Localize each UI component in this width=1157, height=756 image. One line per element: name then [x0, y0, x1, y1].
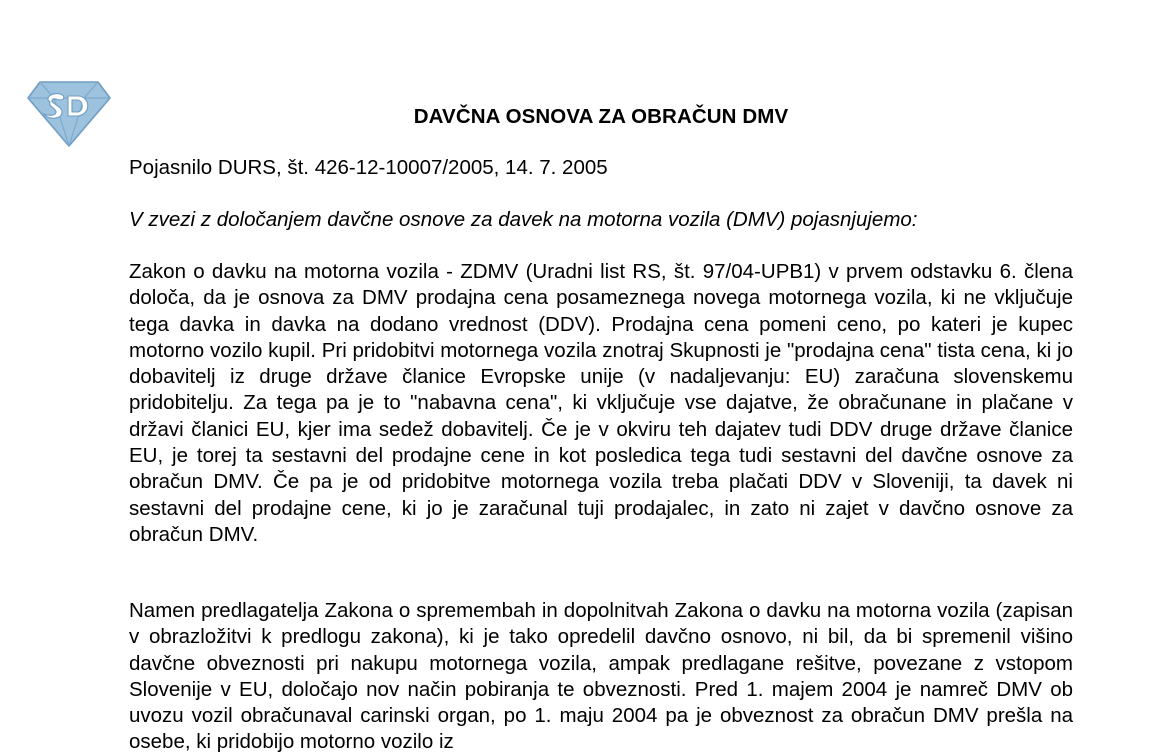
paragraph: Namen predlagatelja Zakona o spremembah in dopolnitvah Zakona o davku na motorna vozila (zapisan v obrazložitvi k predlogu zakona), ki je tako opredelil davčno osnovo, ni bil, da bi spremenil višino davčne obveznosti pri nakupu motornega vozila, ampak predlagane rešitve, povezane z vstopom Slovenije v EU, določajo nov način pobiranja te obveznosti. Pred 1. majem 2004 je namreč DMV ob uvozu vozil obračunaval carinski organ, po 1. maju 2004 pa je obveznost za obračun DMV prešla na osebe, ki pridobijo motorno vozilo iz: [129, 599, 1073, 754]
document-title: DAVČNA OSNOVA ZA OBRAČUN DMV: [413, 105, 789, 128]
paragraph: Zakon o davku na motorna vozila - ZDMV (Uradni list RS, št. 97/04-UPB1) v prvem odstavku 6. člena določa, da je osnova za DMV prodajna cena posameznega novega motornega vozila, ki ne vključuje tega davka in davka na dodano vrednost (DDV). Prodajna cena pomeni ceno, po kateri je kupec motorno vozilo kupil. Pri pridobitvi motornega vozila znotraj Skupnosti je "prodajna cena" tista cena, ki jo dobavitelj iz druge države članice Evropske unije (v nadaljevanju: EU) zaračuna slovenskemu pridobitelju. Za tega pa je to "nabavna cena", ki vključuje vse dajatve, že obračunane in plačane v državi članici EU, kjer ima sedež dobavitelj. Če je v okviru teh dajatev tudi DDV druge države članice EU, je torej ta sestavni del prodajne cene in kot posledica tega tudi sestavni del davčne osnove za obračun DMV. Če pa je od pridobitve motornega vozila treba plačati DDV v Sloveniji, ta davek ni sestavni del prodajne cene, ki jo je zaračunal tuji prodajalec, in zato ni zajet v davčno osnove za obračun DMV.: [129, 260, 1073, 546]
document-intro: V zvezi z določanjem davčne osnove za davek na motorna vozila (DMV) pojasnjujemo:: [129, 208, 918, 231]
sd-logo-icon: [26, 78, 112, 150]
document-source-line: Pojasnilo DURS, št. 426-12-10007/2005, 14. 7. 2005: [129, 156, 608, 179]
sd-logo-graphic: [26, 78, 112, 150]
